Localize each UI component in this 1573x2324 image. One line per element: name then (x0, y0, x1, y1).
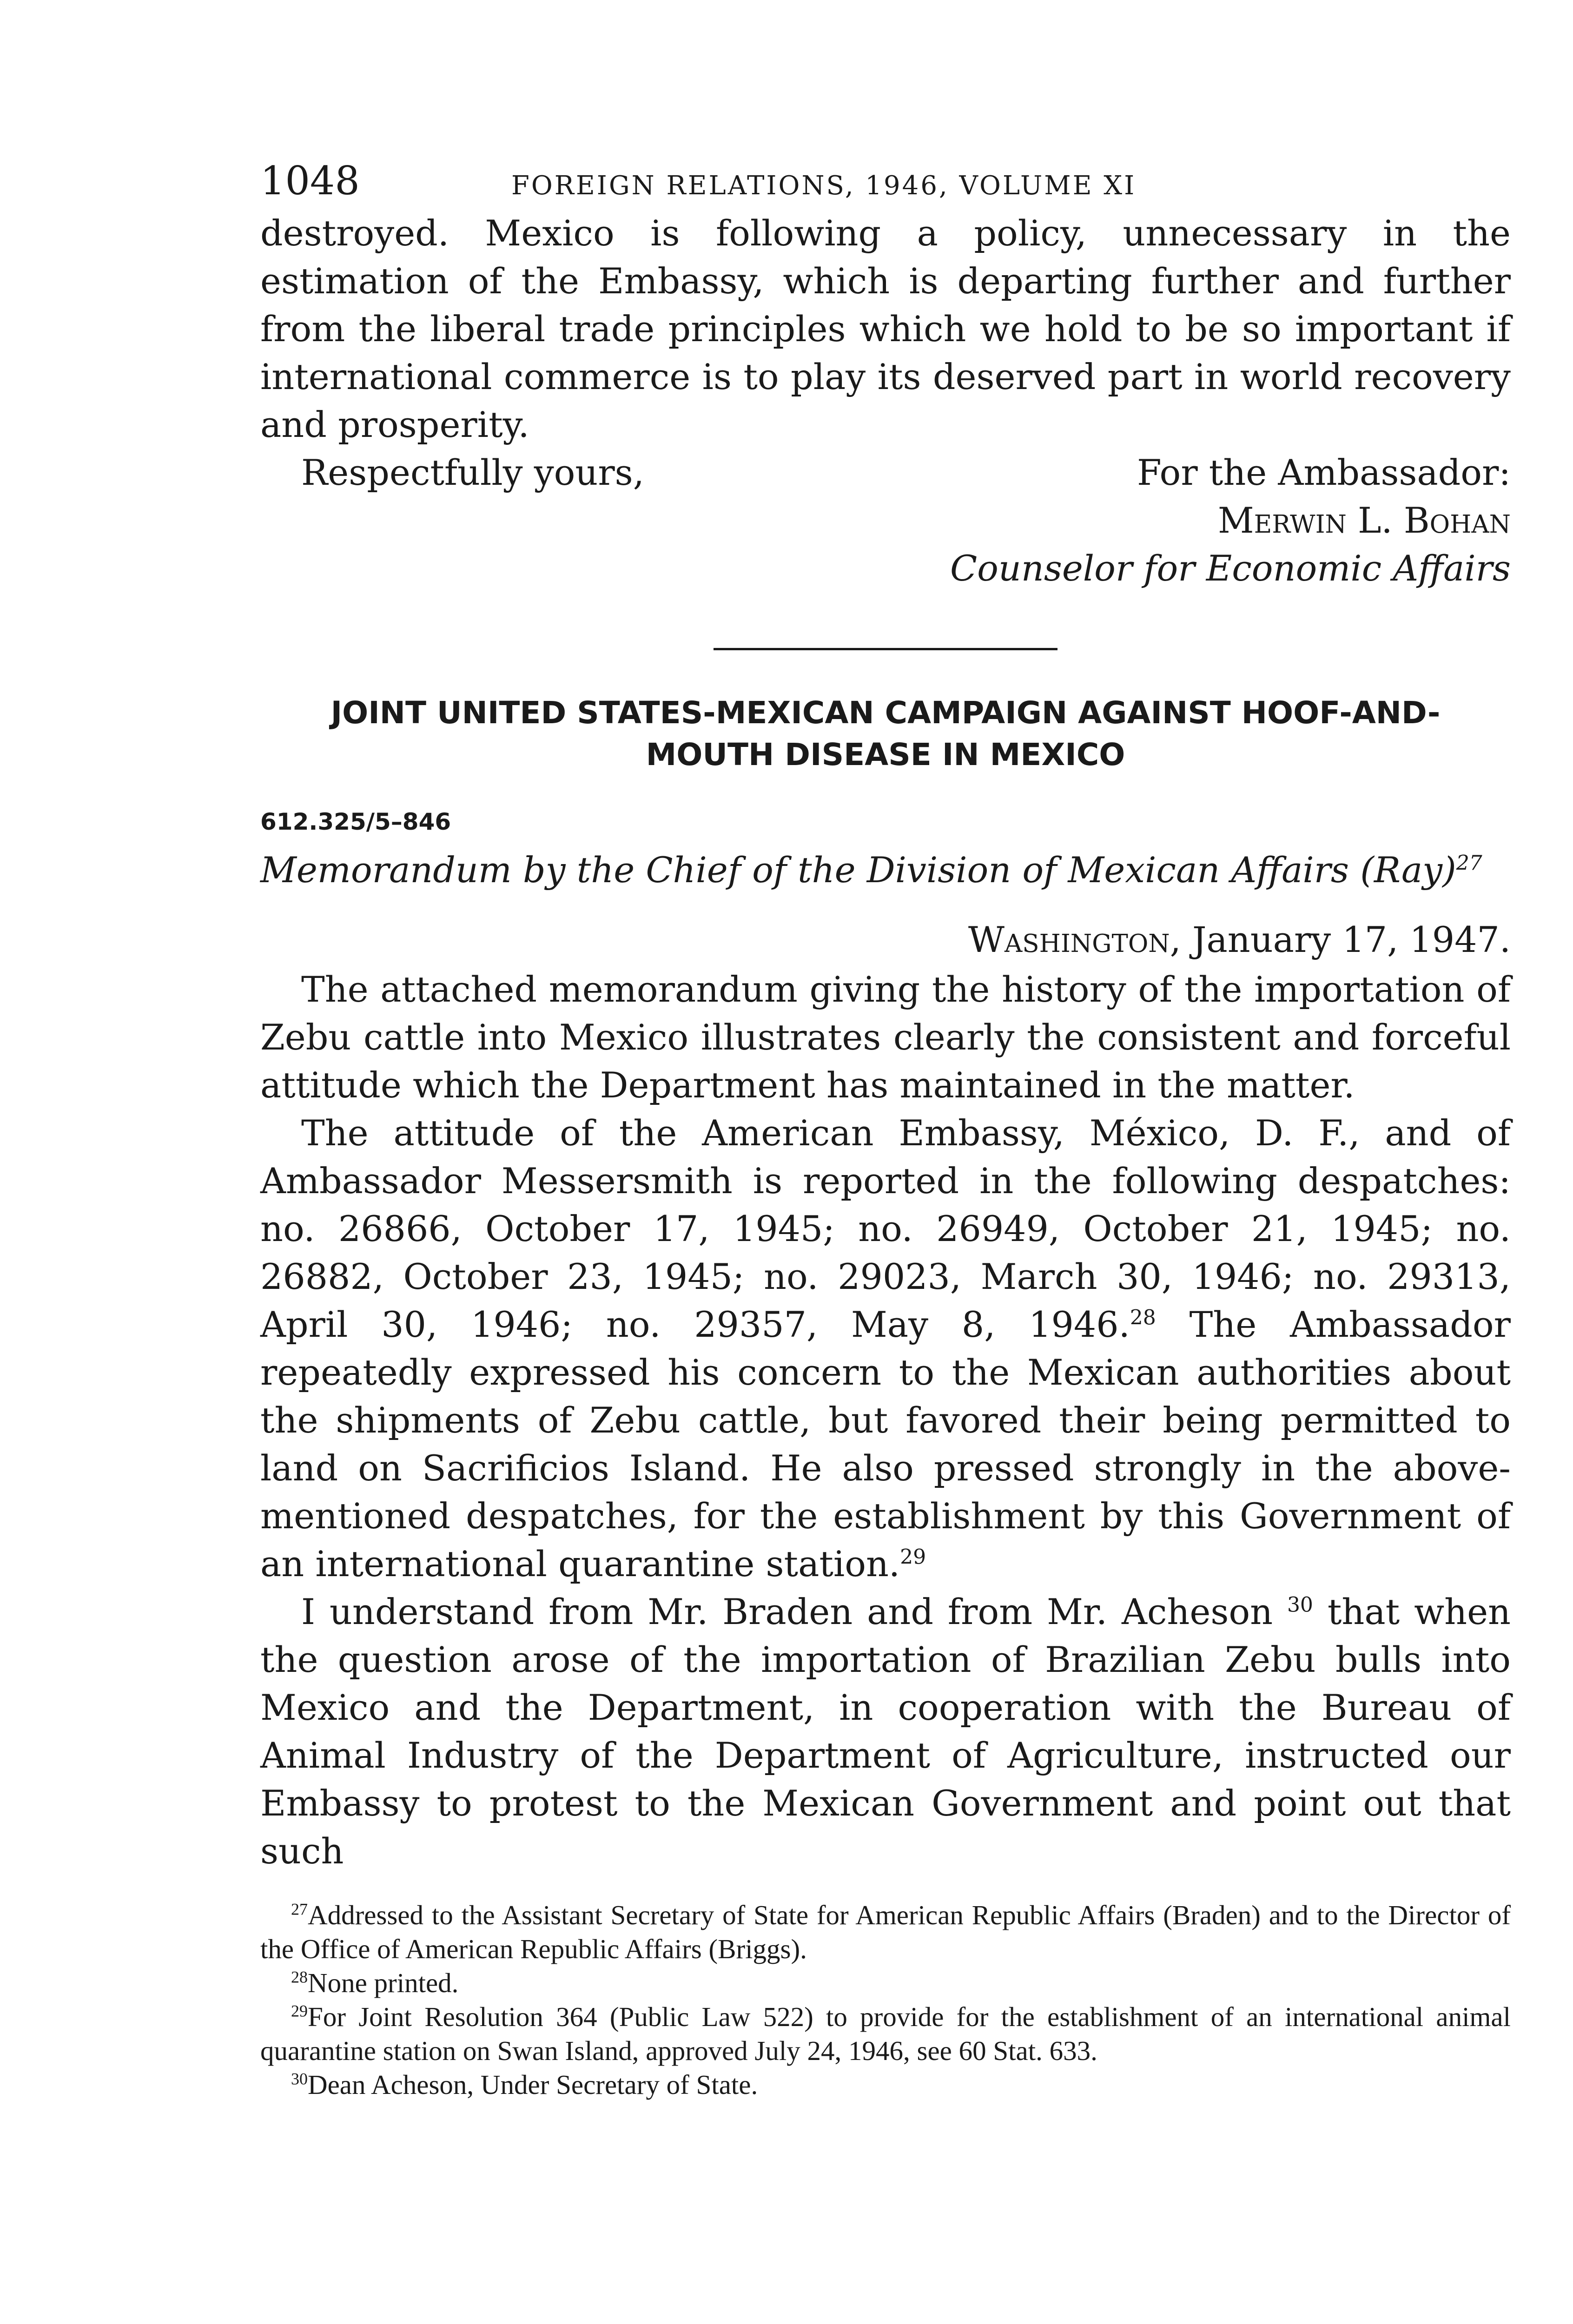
footnotes (260, 1898, 1511, 2102)
footnote-ref-28: 28 (1130, 1306, 1156, 1330)
dateline-place: Washington, (968, 919, 1181, 960)
signer-name: Merwin L. Bohan (1217, 500, 1511, 541)
file-number: 612.325/5–846 (260, 808, 451, 835)
footnote-text: Dean Acheson, Under Secretary of State. (308, 2069, 758, 2100)
dateline-date: January 17, 1947. (1192, 919, 1511, 960)
paragraph-3 (260, 1588, 1511, 1875)
footnote-number: 27 (291, 1900, 308, 1919)
page-number: 1048 (260, 158, 360, 204)
section-heading-line-2: MOUTH DISEASE IN MEXICO (646, 737, 1125, 772)
paragraph-2 (260, 1109, 1511, 1588)
paragraph-1: The attached memorandum giving the history of the importation of Zebu cattle into Mexico illustrates clearly the consistent and forceful attitude which the Department has maintained in the matter. (260, 969, 1511, 1106)
footnote-29 (260, 2000, 1511, 2068)
footnote-number: 28 (291, 1967, 308, 1987)
continuation-paragraph: destroyed. Mexico is following a policy, unnecessary in the estimation of the Embassy, which is departing further and further from the liberal trade principles which we hold to be so important if international commerce is to play its deserved part in world recovery and prosperity. (260, 212, 1511, 445)
footnote-28 (260, 1966, 1511, 2000)
footnote-ref-29: 29 (900, 1545, 926, 1569)
for-the-ambassador: For the Ambassador: (1137, 452, 1511, 493)
footnote-number: 30 (291, 2069, 308, 2088)
paragraph-2-part-a: The attitude of the American Embassy, México, D. F., and of Ambassador Messersmith is reported in the following despatches: no. 26866, October 17, 1945; no. 26949, October 21, 1945; no. 26882, October 23, 1945; no. 29023, March 30, 1946; no. 29313, April 30, 1946; no. 29357, May 8, 1946. (260, 1112, 1511, 1345)
document-page (260, 158, 1511, 2102)
footnote-number: 29 (291, 2001, 308, 2020)
section-heading-line-1: JOINT UNITED STATES-MEXICAN CAMPAIGN AGAINST HOOF-AND- (330, 695, 1441, 731)
salutation: Respectfully yours, (301, 452, 644, 493)
footnote-ref-27: 27 (1456, 851, 1482, 875)
closing-row (260, 449, 1511, 496)
dateline (260, 914, 1511, 965)
paragraph-3-part-b: that when the question arose of the importation of Brazilian Zebu bulls into Mexico and the Department, in cooperation with the Bureau of Animal Industry of the Department of Agriculture, instructed our Embassy to protest to the Mexican Government and point out that such (260, 1591, 1511, 1872)
memo-title-text: Memorandum by the Chief of the Division of Mexican Affairs (Ray) (260, 849, 1456, 891)
paragraph-2-part-b: The Ambassador repeatedly expressed his concern to the Mexican authorities about the shipments of Zebu cattle, but favored their being permitted to land on Sacrificios Island. He also pressed strongly in the above-mentioned despatches, for the establishment by this Government of an international quarantine station. (260, 1304, 1511, 1585)
paragraph-3-part-a: I understand from Mr. Braden and from Mr. Acheson (301, 1591, 1287, 1632)
footnote-text: None printed. (308, 1967, 459, 1998)
footnote-27 (260, 1898, 1511, 1966)
page-header (260, 158, 1511, 209)
section-divider (714, 648, 1057, 650)
footnote-text: For Joint Resolution 364 (Public Law 522) to provide for the establishment of an international animal quarantine station on Swan Island, approved July 24, 1946, see 60 Stat. 633. (260, 2001, 1511, 2066)
footnote-30 (260, 2068, 1511, 2102)
footnote-ref-30: 30 (1287, 1593, 1313, 1617)
running-head: FOREIGN RELATIONS, 1946, VOLUME XI (511, 171, 1137, 201)
memo-title (260, 845, 1511, 896)
signer-title: Counselor for Economic Affairs (950, 548, 1511, 589)
footnote-text: Addressed to the Assistant Secretary of State for American Republic Affairs (Braden) and to the Director of the Office of American Republic Affairs (Briggs). (260, 1900, 1511, 1964)
